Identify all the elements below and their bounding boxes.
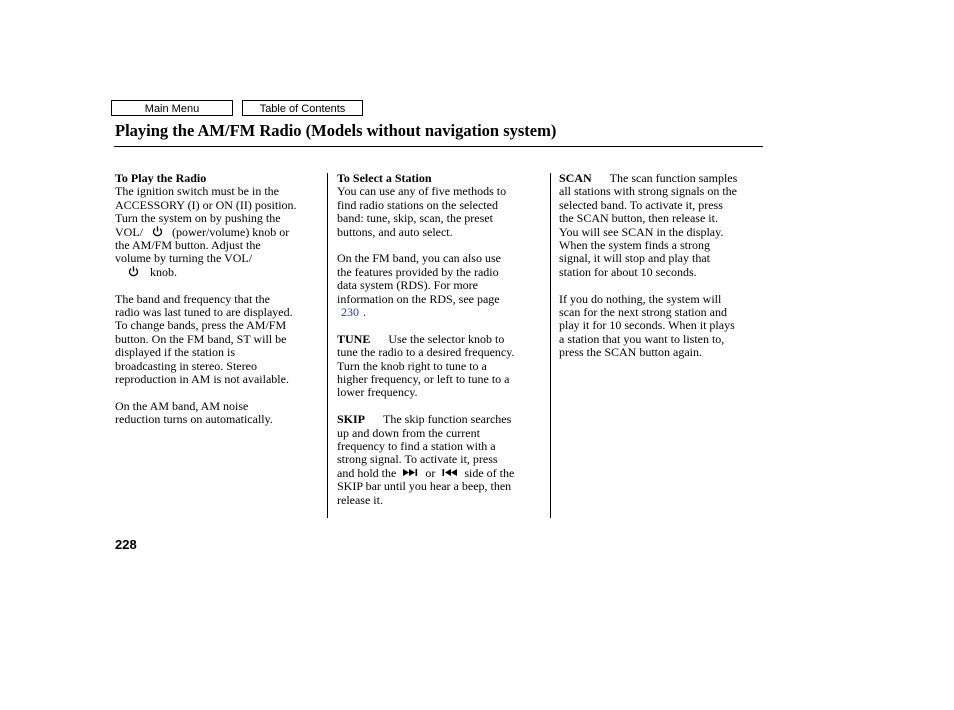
- text-line: the features provided by the radio: [337, 264, 499, 279]
- scan-text: The scan function samples: [609, 171, 738, 185]
- text-line: button. On the FM band, ST will be: [115, 331, 287, 346]
- text-line: [115, 266, 320, 279]
- text-line: [559, 172, 769, 185]
- text-line: play it for 10 seconds. When it plays: [559, 318, 735, 333]
- text-line: On the FM band, you can also use: [337, 251, 501, 266]
- text-line: find radio stations on the selected: [337, 197, 498, 212]
- text-line: reduction turns on automatically.: [115, 412, 273, 427]
- text-line: information on the RDS, see page: [337, 291, 500, 306]
- text-vol: VOL/: [115, 224, 143, 239]
- text-line: Turn the knob right to tune to a: [337, 358, 487, 373]
- text-line: The ignition switch must be in the: [115, 184, 279, 199]
- text-line: lower frequency.: [337, 385, 418, 400]
- text-line: a station that you want to listen to,: [559, 331, 725, 346]
- text-line: [337, 306, 547, 319]
- text-line: On the AM band, AM noise: [115, 398, 249, 413]
- column-play-radio: [115, 172, 320, 427]
- text-line: press the SCAN button again.: [559, 345, 702, 360]
- text-line: selected band. To activate it, press: [559, 197, 723, 212]
- text-line: higher frequency, or left to tune to a: [337, 372, 510, 387]
- table-of-contents-button[interactable]: Table of Contents: [242, 100, 363, 116]
- text-line: strong signal. To activate it, press: [337, 452, 498, 467]
- text-line: station for about 10 seconds.: [559, 264, 697, 279]
- text-line: volume by turning the VOL/: [115, 251, 253, 266]
- heading-to-select-station: To Select a Station: [337, 171, 432, 185]
- column-divider-1: [327, 173, 328, 518]
- text-line: You can use any of five methods to: [337, 184, 507, 199]
- text-line: the SCAN button, then release it.: [559, 211, 718, 226]
- text-line: Turn the system on by pushing the: [115, 211, 281, 226]
- heading-to-play-radio: To Play the Radio: [115, 171, 207, 185]
- text-power-volume: (power/volume) knob or: [172, 224, 290, 239]
- text-line: radio was last tuned to are displayed.: [115, 305, 293, 320]
- text-line: data system (RDS). For more: [337, 278, 478, 293]
- skip-back-icon: [441, 467, 458, 478]
- text-line: band: tune, skip, scan, the preset: [337, 211, 493, 226]
- text-line: frequency to find a station with a: [337, 439, 496, 454]
- power-icon: [127, 266, 140, 277]
- text-side-of: side of the: [464, 465, 515, 480]
- text-line: The band and frequency that the: [115, 291, 270, 306]
- text-line: buttons, and auto select.: [337, 224, 453, 239]
- text-line: up and down from the current: [337, 425, 480, 440]
- column-scan: [559, 172, 769, 360]
- text-line: [337, 333, 547, 346]
- text-line: displayed if the station is: [115, 345, 235, 360]
- column-divider-2: [550, 173, 551, 518]
- skip-label: SKIP: [337, 412, 366, 427]
- text-or: or: [425, 465, 436, 480]
- tune-label: TUNE: [337, 331, 371, 346]
- text-line: all stations with strong signals on the: [559, 184, 737, 199]
- text-line: [337, 413, 547, 426]
- skip-text: The skip function searches: [383, 412, 512, 427]
- text-knob: knob.: [150, 264, 177, 279]
- text-line: SKIP bar until you hear a beep, then: [337, 479, 512, 494]
- text-line: When the system finds a strong: [559, 238, 710, 253]
- text-period: .: [363, 305, 366, 320]
- text-line: To change bands, press the AM/FM: [115, 318, 287, 333]
- scan-label: SCAN: [559, 171, 592, 185]
- text-line: You will see SCAN in the display.: [559, 224, 724, 239]
- text-line: broadcasting in stereo. Stereo: [115, 358, 257, 373]
- text-and-hold: and hold the: [337, 465, 397, 480]
- text-line: ACCESSORY (I) or ON (II) position.: [115, 197, 297, 212]
- text-line: release it.: [337, 492, 383, 507]
- text-line: tune the radio to a desired frequency.: [337, 345, 515, 360]
- text-line: scan for the next strong station and: [559, 305, 727, 320]
- text-line: [337, 467, 547, 480]
- page-title: Playing the AM/FM Radio (Models without navigation system): [115, 121, 557, 140]
- main-menu-button[interactable]: Main Menu: [111, 100, 233, 116]
- text-line: signal, it will stop and play that: [559, 251, 710, 266]
- title-divider: [114, 146, 763, 147]
- page-number: 228: [115, 537, 137, 552]
- text-line: reproduction in AM is not available.: [115, 372, 289, 387]
- tune-text: Use the selector knob to: [388, 331, 505, 346]
- page-230-link[interactable]: 230: [341, 305, 359, 320]
- column-select-station: [337, 172, 547, 507]
- text-line: [115, 226, 320, 239]
- text-line: the AM/FM button. Adjust the: [115, 238, 261, 253]
- text-line: If you do nothing, the system will: [559, 291, 722, 306]
- skip-forward-icon: [402, 467, 419, 478]
- power-icon: [151, 226, 164, 237]
